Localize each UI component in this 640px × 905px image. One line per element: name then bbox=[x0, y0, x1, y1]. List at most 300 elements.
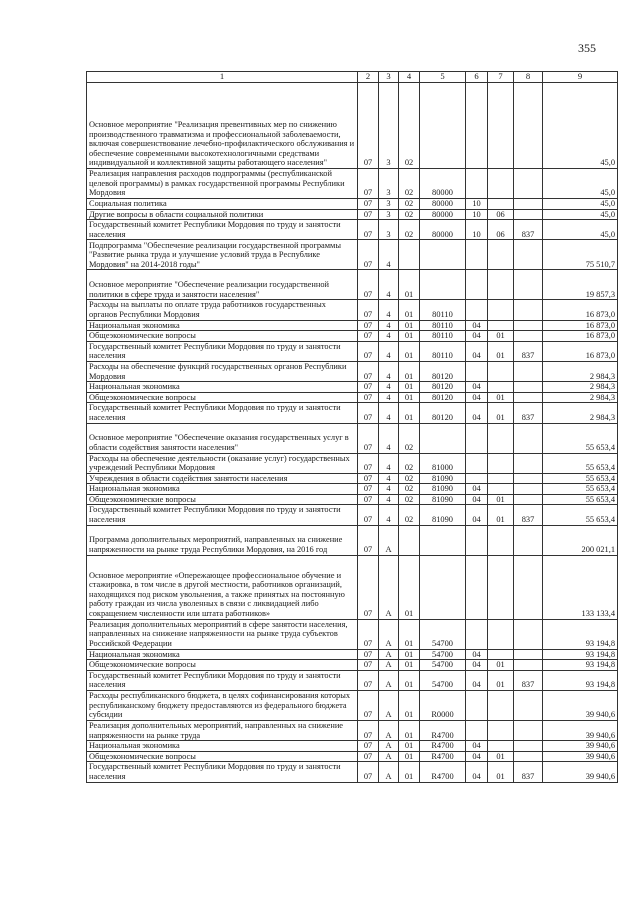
col-2-cell: 07 bbox=[358, 555, 379, 619]
row-name-cell: Общеэкономические вопросы bbox=[87, 660, 358, 671]
col-2-cell: 07 bbox=[358, 423, 379, 453]
table-row bbox=[87, 453, 618, 473]
col-2-cell: 07 bbox=[358, 240, 379, 270]
col-4-cell: 02 bbox=[399, 83, 420, 169]
col-7-cell bbox=[488, 270, 514, 300]
col-6-cell bbox=[466, 453, 488, 473]
col-7-cell: 01 bbox=[488, 670, 514, 690]
table-row bbox=[87, 525, 618, 555]
table-row bbox=[87, 670, 618, 690]
col-8-cell bbox=[514, 525, 543, 555]
col-3-cell: 4 bbox=[379, 494, 399, 505]
col-6-cell bbox=[466, 619, 488, 649]
col-5-cell: 54700 bbox=[420, 670, 466, 690]
col-7-cell: 01 bbox=[488, 762, 514, 782]
col-5-cell: R4700 bbox=[420, 741, 466, 752]
header-cell: 1 bbox=[87, 72, 358, 83]
row-name-cell: Реализация дополнительных мероприятий, направленных на снижение напряженности на рынке труда bbox=[87, 721, 358, 741]
col-7-cell: 01 bbox=[488, 392, 514, 403]
col-8-cell: 837 bbox=[514, 403, 543, 423]
col-5-cell bbox=[420, 270, 466, 300]
header-cell: 8 bbox=[514, 72, 543, 83]
col-4-cell: 01 bbox=[399, 660, 420, 671]
col-6-cell bbox=[466, 721, 488, 741]
col-4-cell: 02 bbox=[399, 169, 420, 199]
col-5-cell: 80000 bbox=[420, 220, 466, 240]
col-8-cell bbox=[514, 300, 543, 320]
col-2-cell: 07 bbox=[358, 83, 379, 169]
col-8-cell bbox=[514, 691, 543, 721]
row-name-cell: Социальная политика bbox=[87, 199, 358, 210]
col-6-cell: 04 bbox=[466, 484, 488, 495]
col-6-cell: 04 bbox=[466, 382, 488, 393]
header-cell: 5 bbox=[420, 72, 466, 83]
col-6-cell: 04 bbox=[466, 403, 488, 423]
col-7-cell bbox=[488, 361, 514, 381]
row-name-cell: Государственный комитет Республики Мордовия по труду и занятости населения bbox=[87, 762, 358, 782]
col-3-cell: 4 bbox=[379, 361, 399, 381]
col-6-cell: 10 bbox=[466, 209, 488, 220]
amount-cell: 133 133,4 bbox=[543, 555, 618, 619]
table-row bbox=[87, 741, 618, 752]
col-6-cell: 04 bbox=[466, 762, 488, 782]
col-7-cell: 01 bbox=[488, 660, 514, 671]
col-5-cell: 54700 bbox=[420, 660, 466, 671]
row-name-cell: Основное мероприятие "Обеспечение реализации государственной политики в сфере труда и занятости населения" bbox=[87, 270, 358, 300]
col-3-cell: 4 bbox=[379, 331, 399, 342]
col-7-cell: 06 bbox=[488, 220, 514, 240]
col-4-cell: 01 bbox=[399, 721, 420, 741]
row-name-cell: Программа дополнительных мероприятий, направленных на снижение напряженности на рынке труда Республики Мордовия, на 2016 год bbox=[87, 525, 358, 555]
col-6-cell bbox=[466, 473, 488, 484]
amount-cell: 39 940,6 bbox=[543, 741, 618, 752]
table-row bbox=[87, 423, 618, 453]
row-name-cell: Реализация направления расходов подпрограммы (республиканской целевой программы) в рамках государственной программы Республики Мордовия bbox=[87, 169, 358, 199]
col-7-cell: 01 bbox=[488, 505, 514, 525]
col-4-cell: 01 bbox=[399, 649, 420, 660]
col-6-cell bbox=[466, 169, 488, 199]
col-3-cell: А bbox=[379, 691, 399, 721]
col-6-cell: 10 bbox=[466, 199, 488, 210]
table-row bbox=[87, 762, 618, 782]
col-3-cell: 4 bbox=[379, 505, 399, 525]
table-row bbox=[87, 331, 618, 342]
col-4-cell: 01 bbox=[399, 341, 420, 361]
col-2-cell: 07 bbox=[358, 453, 379, 473]
col-4-cell: 01 bbox=[399, 270, 420, 300]
col-7-cell bbox=[488, 691, 514, 721]
row-name-cell: Другие вопросы в области социальной политики bbox=[87, 209, 358, 220]
table-row bbox=[87, 270, 618, 300]
amount-cell: 16 873,0 bbox=[543, 331, 618, 342]
col-4-cell: 01 bbox=[399, 331, 420, 342]
table-row bbox=[87, 649, 618, 660]
col-7-cell: 01 bbox=[488, 341, 514, 361]
amount-cell: 16 873,0 bbox=[543, 341, 618, 361]
col-3-cell: 4 bbox=[379, 240, 399, 270]
amount-cell: 19 857,3 bbox=[543, 270, 618, 300]
amount-cell: 45,0 bbox=[543, 220, 618, 240]
col-5-cell: 54700 bbox=[420, 619, 466, 649]
table-row bbox=[87, 494, 618, 505]
col-3-cell: 4 bbox=[379, 300, 399, 320]
col-8-cell bbox=[514, 741, 543, 752]
col-5-cell: 81000 bbox=[420, 453, 466, 473]
col-7-cell bbox=[488, 649, 514, 660]
col-3-cell: 3 bbox=[379, 220, 399, 240]
col-8-cell bbox=[514, 361, 543, 381]
col-4-cell: 02 bbox=[399, 473, 420, 484]
col-2-cell: 07 bbox=[358, 300, 379, 320]
amount-cell: 16 873,0 bbox=[543, 300, 618, 320]
col-3-cell: 4 bbox=[379, 453, 399, 473]
col-3-cell: 4 bbox=[379, 403, 399, 423]
col-7-cell: 01 bbox=[488, 331, 514, 342]
row-name-cell: Подпрограмма "Обеспечение реализации государственной программы "Развитие рынка труда и улучшение условий труда в Республике Мордовия" на 2014-2018 годы" bbox=[87, 240, 358, 270]
col-7-cell bbox=[488, 453, 514, 473]
col-6-cell bbox=[466, 691, 488, 721]
amount-cell: 39 940,6 bbox=[543, 751, 618, 762]
col-2-cell: 07 bbox=[358, 209, 379, 220]
amount-cell: 39 940,6 bbox=[543, 762, 618, 782]
table-row bbox=[87, 361, 618, 381]
row-name-cell: Национальная экономика bbox=[87, 484, 358, 495]
col-2-cell: 07 bbox=[358, 270, 379, 300]
table-row bbox=[87, 555, 618, 619]
col-3-cell: А bbox=[379, 721, 399, 741]
table-row bbox=[87, 473, 618, 484]
col-6-cell: 04 bbox=[466, 341, 488, 361]
table-row bbox=[87, 320, 618, 331]
table-header-row bbox=[87, 72, 618, 83]
col-2-cell: 07 bbox=[358, 649, 379, 660]
col-6-cell bbox=[466, 361, 488, 381]
col-6-cell: 04 bbox=[466, 331, 488, 342]
col-5-cell: 80000 bbox=[420, 199, 466, 210]
col-5-cell: 80120 bbox=[420, 361, 466, 381]
col-5-cell: 80000 bbox=[420, 169, 466, 199]
col-2-cell: 07 bbox=[358, 169, 379, 199]
col-7-cell bbox=[488, 473, 514, 484]
col-4-cell: 02 bbox=[399, 423, 420, 453]
col-4-cell: 01 bbox=[399, 762, 420, 782]
col-3-cell: А bbox=[379, 751, 399, 762]
col-8-cell bbox=[514, 169, 543, 199]
col-2-cell: 07 bbox=[358, 751, 379, 762]
col-4-cell: 02 bbox=[399, 505, 420, 525]
header-cell: 3 bbox=[379, 72, 399, 83]
col-8-cell bbox=[514, 619, 543, 649]
amount-cell: 200 021,1 bbox=[543, 525, 618, 555]
col-8-cell bbox=[514, 473, 543, 484]
amount-cell: 45,0 bbox=[543, 209, 618, 220]
amount-cell: 55 653,4 bbox=[543, 494, 618, 505]
col-5-cell: 80110 bbox=[420, 320, 466, 331]
col-4-cell: 01 bbox=[399, 361, 420, 381]
table-row bbox=[87, 199, 618, 210]
col-6-cell bbox=[466, 240, 488, 270]
amount-cell: 2 984,3 bbox=[543, 403, 618, 423]
amount-cell: 55 653,4 bbox=[543, 423, 618, 453]
col-5-cell: R4700 bbox=[420, 721, 466, 741]
col-6-cell: 10 bbox=[466, 220, 488, 240]
amount-cell: 75 510,7 bbox=[543, 240, 618, 270]
col-5-cell: 81090 bbox=[420, 484, 466, 495]
col-8-cell bbox=[514, 751, 543, 762]
col-8-cell bbox=[514, 649, 543, 660]
col-5-cell: 80120 bbox=[420, 392, 466, 403]
table-row bbox=[87, 484, 618, 495]
col-5-cell: 81090 bbox=[420, 473, 466, 484]
col-4-cell: 01 bbox=[399, 403, 420, 423]
col-7-cell bbox=[488, 240, 514, 270]
col-2-cell: 07 bbox=[358, 691, 379, 721]
table-row bbox=[87, 220, 618, 240]
col-7-cell bbox=[488, 721, 514, 741]
col-4-cell bbox=[399, 240, 420, 270]
col-4-cell: 02 bbox=[399, 484, 420, 495]
col-5-cell: 80120 bbox=[420, 403, 466, 423]
col-5-cell: 80120 bbox=[420, 382, 466, 393]
col-6-cell: 04 bbox=[466, 505, 488, 525]
table-row bbox=[87, 169, 618, 199]
table-row bbox=[87, 300, 618, 320]
col-8-cell bbox=[514, 209, 543, 220]
col-5-cell: 80110 bbox=[420, 300, 466, 320]
col-4-cell: 01 bbox=[399, 741, 420, 752]
col-2-cell: 07 bbox=[358, 331, 379, 342]
col-6-cell: 04 bbox=[466, 649, 488, 660]
table-row bbox=[87, 660, 618, 671]
col-7-cell bbox=[488, 169, 514, 199]
table-row bbox=[87, 691, 618, 721]
col-8-cell bbox=[514, 484, 543, 495]
col-4-cell: 02 bbox=[399, 220, 420, 240]
col-4-cell: 02 bbox=[399, 453, 420, 473]
col-7-cell bbox=[488, 320, 514, 331]
col-6-cell bbox=[466, 300, 488, 320]
col-7-cell bbox=[488, 741, 514, 752]
col-3-cell: 4 bbox=[379, 382, 399, 393]
col-2-cell: 07 bbox=[358, 361, 379, 381]
col-5-cell: R0000 bbox=[420, 691, 466, 721]
row-name-cell: Государственный комитет Республики Мордовия по труду и занятости населения bbox=[87, 403, 358, 423]
col-5-cell bbox=[420, 240, 466, 270]
row-name-cell: Основное мероприятие "Реализация превентивных мер по снижению производственного травматизма и профессиональной заболеваемости, включая совершенствование лечебно-профилактического обслуживания и обеспечение современными высокотехнологичными средствами индивидуальной и коллективной защиты работающего населения" bbox=[87, 83, 358, 169]
table-row bbox=[87, 382, 618, 393]
col-2-cell: 07 bbox=[358, 484, 379, 495]
row-name-cell: Расходы на выплаты по оплате труда работников государственных органов Республики Мордовия bbox=[87, 300, 358, 320]
col-7-cell bbox=[488, 619, 514, 649]
col-2-cell: 07 bbox=[358, 505, 379, 525]
table-row bbox=[87, 403, 618, 423]
col-4-cell: 01 bbox=[399, 392, 420, 403]
col-7-cell bbox=[488, 382, 514, 393]
col-7-cell bbox=[488, 83, 514, 169]
col-7-cell bbox=[488, 555, 514, 619]
header-cell: 2 bbox=[358, 72, 379, 83]
col-5-cell: 81090 bbox=[420, 494, 466, 505]
row-name-cell: Государственный комитет Республики Мордовия по труду и занятости населения bbox=[87, 670, 358, 690]
row-name-cell: Государственный комитет Республики Мордовия по труду и занятости населения bbox=[87, 341, 358, 361]
amount-cell: 55 653,4 bbox=[543, 484, 618, 495]
col-3-cell: А bbox=[379, 741, 399, 752]
amount-cell: 93 194,8 bbox=[543, 619, 618, 649]
row-name-cell: Национальная экономика bbox=[87, 649, 358, 660]
amount-cell: 2 984,3 bbox=[543, 392, 618, 403]
col-6-cell bbox=[466, 525, 488, 555]
col-3-cell: 4 bbox=[379, 392, 399, 403]
header-cell: 9 bbox=[543, 72, 618, 83]
row-name-cell: Национальная экономика bbox=[87, 382, 358, 393]
amount-cell: 55 653,4 bbox=[543, 505, 618, 525]
col-5-cell: R4700 bbox=[420, 762, 466, 782]
col-3-cell: 3 bbox=[379, 199, 399, 210]
col-5-cell: 80110 bbox=[420, 331, 466, 342]
col-4-cell: 01 bbox=[399, 751, 420, 762]
col-8-cell bbox=[514, 240, 543, 270]
col-4-cell: 02 bbox=[399, 209, 420, 220]
col-4-cell: 01 bbox=[399, 382, 420, 393]
col-8-cell bbox=[514, 270, 543, 300]
amount-cell: 45,0 bbox=[543, 169, 618, 199]
row-name-cell: Национальная экономика bbox=[87, 320, 358, 331]
col-2-cell: 07 bbox=[358, 403, 379, 423]
col-3-cell: А bbox=[379, 525, 399, 555]
row-name-cell: Расходы на обеспечение деятельности (оказание услуг) государственных учреждений Республики Мордовия bbox=[87, 453, 358, 473]
col-6-cell bbox=[466, 83, 488, 169]
col-4-cell: 01 bbox=[399, 691, 420, 721]
col-5-cell bbox=[420, 423, 466, 453]
col-6-cell bbox=[466, 555, 488, 619]
col-5-cell bbox=[420, 83, 466, 169]
col-8-cell bbox=[514, 494, 543, 505]
col-5-cell: 54700 bbox=[420, 649, 466, 660]
col-2-cell: 07 bbox=[358, 670, 379, 690]
col-7-cell: 01 bbox=[488, 494, 514, 505]
col-8-cell bbox=[514, 423, 543, 453]
row-name-cell: Общеэкономические вопросы bbox=[87, 331, 358, 342]
col-4-cell: 01 bbox=[399, 320, 420, 331]
col-5-cell bbox=[420, 525, 466, 555]
col-6-cell bbox=[466, 423, 488, 453]
amount-cell: 93 194,8 bbox=[543, 649, 618, 660]
row-name-cell: Основное мероприятие «Опережающее профессиональное обучение и стажировка, в том числе в другой местности, работников организаций, находящихся под риском увольнения, а также принятых на постоянную работу граждан из числа уволенных в связи с ликвидацией либо сокращением численности или штата работников» bbox=[87, 555, 358, 619]
col-2-cell: 07 bbox=[358, 660, 379, 671]
col-3-cell: 3 bbox=[379, 83, 399, 169]
col-3-cell: А bbox=[379, 660, 399, 671]
amount-cell: 39 940,6 bbox=[543, 691, 618, 721]
col-8-cell: 837 bbox=[514, 670, 543, 690]
col-2-cell: 07 bbox=[358, 721, 379, 741]
col-7-cell: 06 bbox=[488, 209, 514, 220]
col-3-cell: 3 bbox=[379, 209, 399, 220]
col-4-cell: 02 bbox=[399, 494, 420, 505]
row-name-cell: Государственный комитет Республики Мордовия по труду и занятости населения bbox=[87, 220, 358, 240]
col-8-cell: 837 bbox=[514, 220, 543, 240]
header-cell: 6 bbox=[466, 72, 488, 83]
col-7-cell bbox=[488, 423, 514, 453]
col-7-cell bbox=[488, 199, 514, 210]
table-row bbox=[87, 83, 618, 169]
page-number: 355 bbox=[578, 41, 596, 55]
col-8-cell: 837 bbox=[514, 341, 543, 361]
header-cell: 7 bbox=[488, 72, 514, 83]
header-cell: 4 bbox=[399, 72, 420, 83]
col-7-cell bbox=[488, 525, 514, 555]
col-8-cell bbox=[514, 83, 543, 169]
col-8-cell bbox=[514, 320, 543, 331]
col-8-cell bbox=[514, 382, 543, 393]
amount-cell: 2 984,3 bbox=[543, 382, 618, 393]
col-5-cell: R4700 bbox=[420, 751, 466, 762]
col-4-cell: 01 bbox=[399, 555, 420, 619]
col-7-cell bbox=[488, 484, 514, 495]
col-3-cell: А bbox=[379, 619, 399, 649]
col-7-cell: 01 bbox=[488, 403, 514, 423]
row-name-cell: Национальная экономика bbox=[87, 741, 358, 752]
amount-cell: 39 940,6 bbox=[543, 721, 618, 741]
col-4-cell: 01 bbox=[399, 300, 420, 320]
col-8-cell bbox=[514, 199, 543, 210]
col-2-cell: 07 bbox=[358, 741, 379, 752]
row-name-cell: Учреждения в области содействия занятости населения bbox=[87, 473, 358, 484]
col-3-cell: 4 bbox=[379, 270, 399, 300]
col-6-cell: 04 bbox=[466, 320, 488, 331]
table-row bbox=[87, 341, 618, 361]
col-2-cell: 07 bbox=[358, 525, 379, 555]
col-8-cell: 837 bbox=[514, 505, 543, 525]
col-6-cell: 04 bbox=[466, 392, 488, 403]
col-3-cell: 4 bbox=[379, 473, 399, 484]
col-2-cell: 07 bbox=[358, 473, 379, 484]
table-row bbox=[87, 209, 618, 220]
amount-cell: 93 194,8 bbox=[543, 660, 618, 671]
col-8-cell bbox=[514, 555, 543, 619]
col-6-cell: 04 bbox=[466, 751, 488, 762]
col-4-cell: 01 bbox=[399, 670, 420, 690]
row-name-cell: Расходы на обеспечение функций государственных органов Республики Мордовия bbox=[87, 361, 358, 381]
col-3-cell: 4 bbox=[379, 341, 399, 361]
table-row bbox=[87, 751, 618, 762]
amount-cell: 93 194,8 bbox=[543, 670, 618, 690]
col-3-cell: А bbox=[379, 555, 399, 619]
amount-cell: 45,0 bbox=[543, 199, 618, 210]
col-6-cell: 04 bbox=[466, 741, 488, 752]
col-7-cell bbox=[488, 300, 514, 320]
col-5-cell: 81090 bbox=[420, 505, 466, 525]
amount-cell: 45,0 bbox=[543, 83, 618, 169]
col-2-cell: 07 bbox=[358, 494, 379, 505]
col-2-cell: 07 bbox=[358, 320, 379, 331]
col-8-cell bbox=[514, 721, 543, 741]
col-2-cell: 07 bbox=[358, 392, 379, 403]
amount-cell: 16 873,0 bbox=[543, 320, 618, 331]
row-name-cell: Реализация дополнительных мероприятий в сфере занятости населения, направленных на снижение напряженности на рынке труда субъектов Российской Федерации bbox=[87, 619, 358, 649]
col-6-cell: 04 bbox=[466, 494, 488, 505]
col-4-cell: 01 bbox=[399, 619, 420, 649]
col-3-cell: 4 bbox=[379, 484, 399, 495]
table-row bbox=[87, 721, 618, 741]
col-2-cell: 07 bbox=[358, 762, 379, 782]
col-5-cell: 80000 bbox=[420, 209, 466, 220]
col-3-cell: А bbox=[379, 762, 399, 782]
col-8-cell bbox=[514, 331, 543, 342]
col-2-cell: 07 bbox=[358, 382, 379, 393]
col-3-cell: 4 bbox=[379, 320, 399, 331]
col-6-cell: 04 bbox=[466, 670, 488, 690]
row-name-cell: Расходы республиканского бюджета, в целях софинансирования которых республиканскому бюджету предоставляются из федерального бюджета субсидии bbox=[87, 691, 358, 721]
